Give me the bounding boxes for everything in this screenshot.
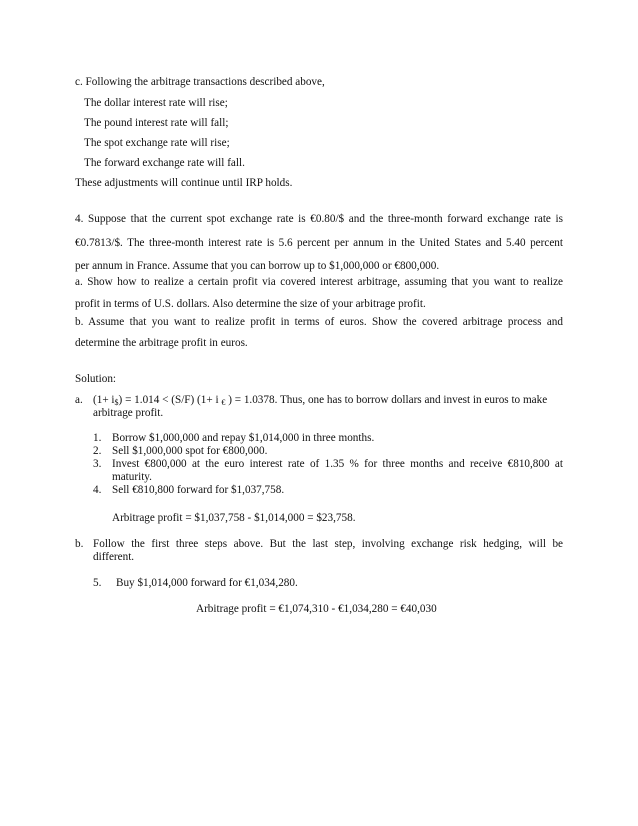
step-number: 2. bbox=[93, 445, 102, 457]
part-c-item: The pound interest rate will fall; bbox=[84, 117, 229, 129]
solution-b-line1: Follow the first three steps above. But the last step, involving exchange risk hedging, will be bbox=[93, 538, 563, 550]
solution-b-line2: different. bbox=[93, 551, 135, 563]
equation-subscript: € bbox=[221, 398, 226, 407]
solution-a-label: a. bbox=[75, 394, 83, 406]
part-c-item: The forward exchange rate will fall. bbox=[84, 157, 245, 169]
arbitrage-profit-a: Arbitrage profit = $1,037,758 - $1,014,000 = $23,758. bbox=[112, 512, 356, 524]
step-number: 4. bbox=[93, 484, 102, 496]
question-line: per annum in France. Assume that you can borrow up to $1,000,000 or €800,000. bbox=[75, 260, 440, 272]
equation-part: ) = 1.014 < (S/F) (1+ i bbox=[118, 394, 219, 406]
equation-part: ) = 1.0378. Thus, one has to borrow dollars and invest in euros to make bbox=[228, 394, 548, 406]
part-c-item: The spot exchange rate will rise; bbox=[84, 137, 230, 149]
arbitrage-profit-b: Arbitrage profit = €1,074,310 - €1,034,280 = €40,030 bbox=[196, 603, 437, 615]
solution-b-label: b. bbox=[75, 538, 84, 550]
question-line: a. Show how to realize a certain profit via covered interest arbitrage, assuming that you want to realize bbox=[75, 276, 563, 288]
part-c-item: The dollar interest rate will rise; bbox=[84, 97, 228, 109]
question-line: b. Assume that you want to realize profit in terms of euros. Show the covered arbitrage process and bbox=[75, 316, 563, 328]
equation-subscript: $ bbox=[114, 398, 119, 407]
equation-part: (1+ i bbox=[93, 394, 115, 406]
step-number: 1. bbox=[93, 432, 102, 444]
step-text-continued: maturity. bbox=[112, 471, 152, 483]
solution-a-line2: arbitrage profit. bbox=[93, 407, 164, 419]
question-line: 4. Suppose that the current spot exchange rate is €0.80/$ and the three-month forward exchange rate is bbox=[75, 213, 563, 225]
step-number: 5. bbox=[93, 577, 102, 589]
step-text: Buy $1,014,000 forward for €1,034,280. bbox=[116, 577, 298, 589]
step-text: Borrow $1,000,000 and repay $1,014,000 in three months. bbox=[112, 432, 375, 444]
part-c-conclusion: These adjustments will continue until IRP holds. bbox=[75, 177, 293, 189]
question-line: determine the arbitrage profit in euros. bbox=[75, 337, 248, 349]
question-line: €0.7813/$. The three-month interest rate is 5.6 percent per annum in the United States and 5.40 percent bbox=[75, 237, 563, 249]
step-text: Sell €810,800 forward for $1,037,758. bbox=[112, 484, 285, 496]
question-line: profit in terms of U.S. dollars. Also determine the size of your arbitrage profit. bbox=[75, 298, 426, 310]
step-text: Invest €800,000 at the euro interest rate of 1.35 % for three months and receive €810,800 at bbox=[112, 458, 563, 470]
step-number: 3. bbox=[93, 458, 102, 470]
part-c-intro: c. Following the arbitrage transactions described above, bbox=[75, 76, 325, 88]
solution-heading: Solution: bbox=[75, 373, 117, 385]
step-text: Sell $1,000,000 spot for €800,000. bbox=[112, 445, 268, 457]
